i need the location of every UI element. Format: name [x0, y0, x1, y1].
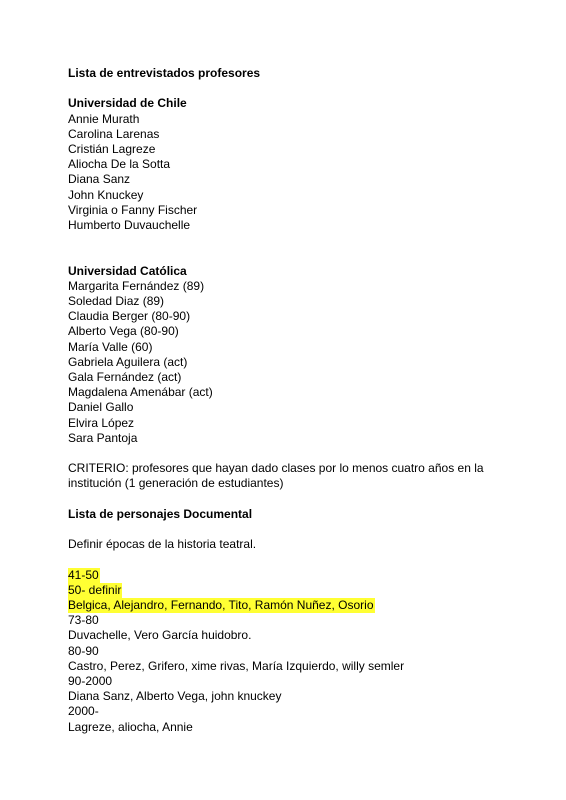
- list-item: Gabriela Aguilera (act): [68, 354, 188, 369]
- period-label: 80-90: [68, 643, 99, 658]
- highlighted-text: Belgica, Alejandro, Fernando, Tito, Ramón Nuñez, Osorio: [68, 598, 374, 613]
- spacer: [68, 233, 528, 263]
- highlighted-text: 41-50: [68, 567, 99, 582]
- list-item: John Knuckey: [68, 187, 144, 202]
- list-item: Alberto Vega (80-90): [68, 324, 179, 339]
- list-item: Magdalena Amenábar (act): [68, 385, 213, 400]
- list-item: Margarita Fernández (89): [68, 278, 205, 293]
- period-names: Diana Sanz, Alberto Vega, john knuckey: [68, 689, 282, 704]
- period-list: [68, 613, 528, 735]
- documental-intro: Definir épocas de la historia teatral.: [68, 537, 257, 552]
- list-item: Claudia Berger (80-90): [68, 309, 191, 324]
- list-item: Humberto Duvauchelle: [68, 218, 191, 233]
- list-item: Daniel Gallo: [68, 400, 134, 415]
- list-item: Soledad Diaz (89): [68, 294, 165, 309]
- period-names: Lagreze, aliocha, Annie: [68, 719, 193, 734]
- list-item: Cristián Lagreze: [68, 142, 156, 156]
- list-item: Gala Fernández (act): [68, 370, 182, 385]
- uchile-list: [68, 112, 528, 234]
- spacer: [68, 446, 528, 461]
- list-item: Elvira López: [68, 415, 135, 430]
- period-label: 90-2000: [68, 674, 113, 689]
- period-names: Duvachelle, Vero García huidobro.: [68, 628, 252, 643]
- list-item: Aliocha De la Sotta: [68, 157, 171, 172]
- ucatolica-heading: Universidad Católica: [68, 263, 187, 278]
- period-label: 73-80: [68, 613, 99, 628]
- spacer: [68, 81, 528, 96]
- uchile-heading: Universidad de Chile: [68, 96, 187, 111]
- list-item: Virginia o Fanny Fischer: [68, 202, 198, 217]
- highlighted-periods: [68, 568, 528, 614]
- documental-heading: Lista de personajes Documental: [68, 506, 253, 521]
- spacer: [68, 492, 528, 507]
- list-item: María Valle (60): [68, 339, 153, 354]
- criterion-paragraph: CRITERIO: profesores que hayan dado clases por lo menos cuatro años en la institución (1 generación de estudiantes): [68, 461, 484, 491]
- spacer: [68, 552, 528, 567]
- period-names: Castro, Perez, Grifero, xime rivas, María Izquierdo, willy semler: [68, 658, 405, 673]
- document-title: Lista de entrevistados profesores: [68, 66, 261, 80]
- list-item: Diana Sanz: [68, 172, 131, 187]
- ucatolica-list: [68, 279, 528, 446]
- list-item: Annie Murath: [68, 111, 140, 126]
- list-item: Carolina Larenas: [68, 126, 160, 141]
- document-page: [68, 66, 528, 735]
- highlighted-text: 50- definir: [68, 582, 122, 597]
- spacer: [68, 522, 528, 537]
- list-item: Sara Pantoja: [68, 430, 138, 445]
- period-label: 2000-: [68, 704, 99, 719]
